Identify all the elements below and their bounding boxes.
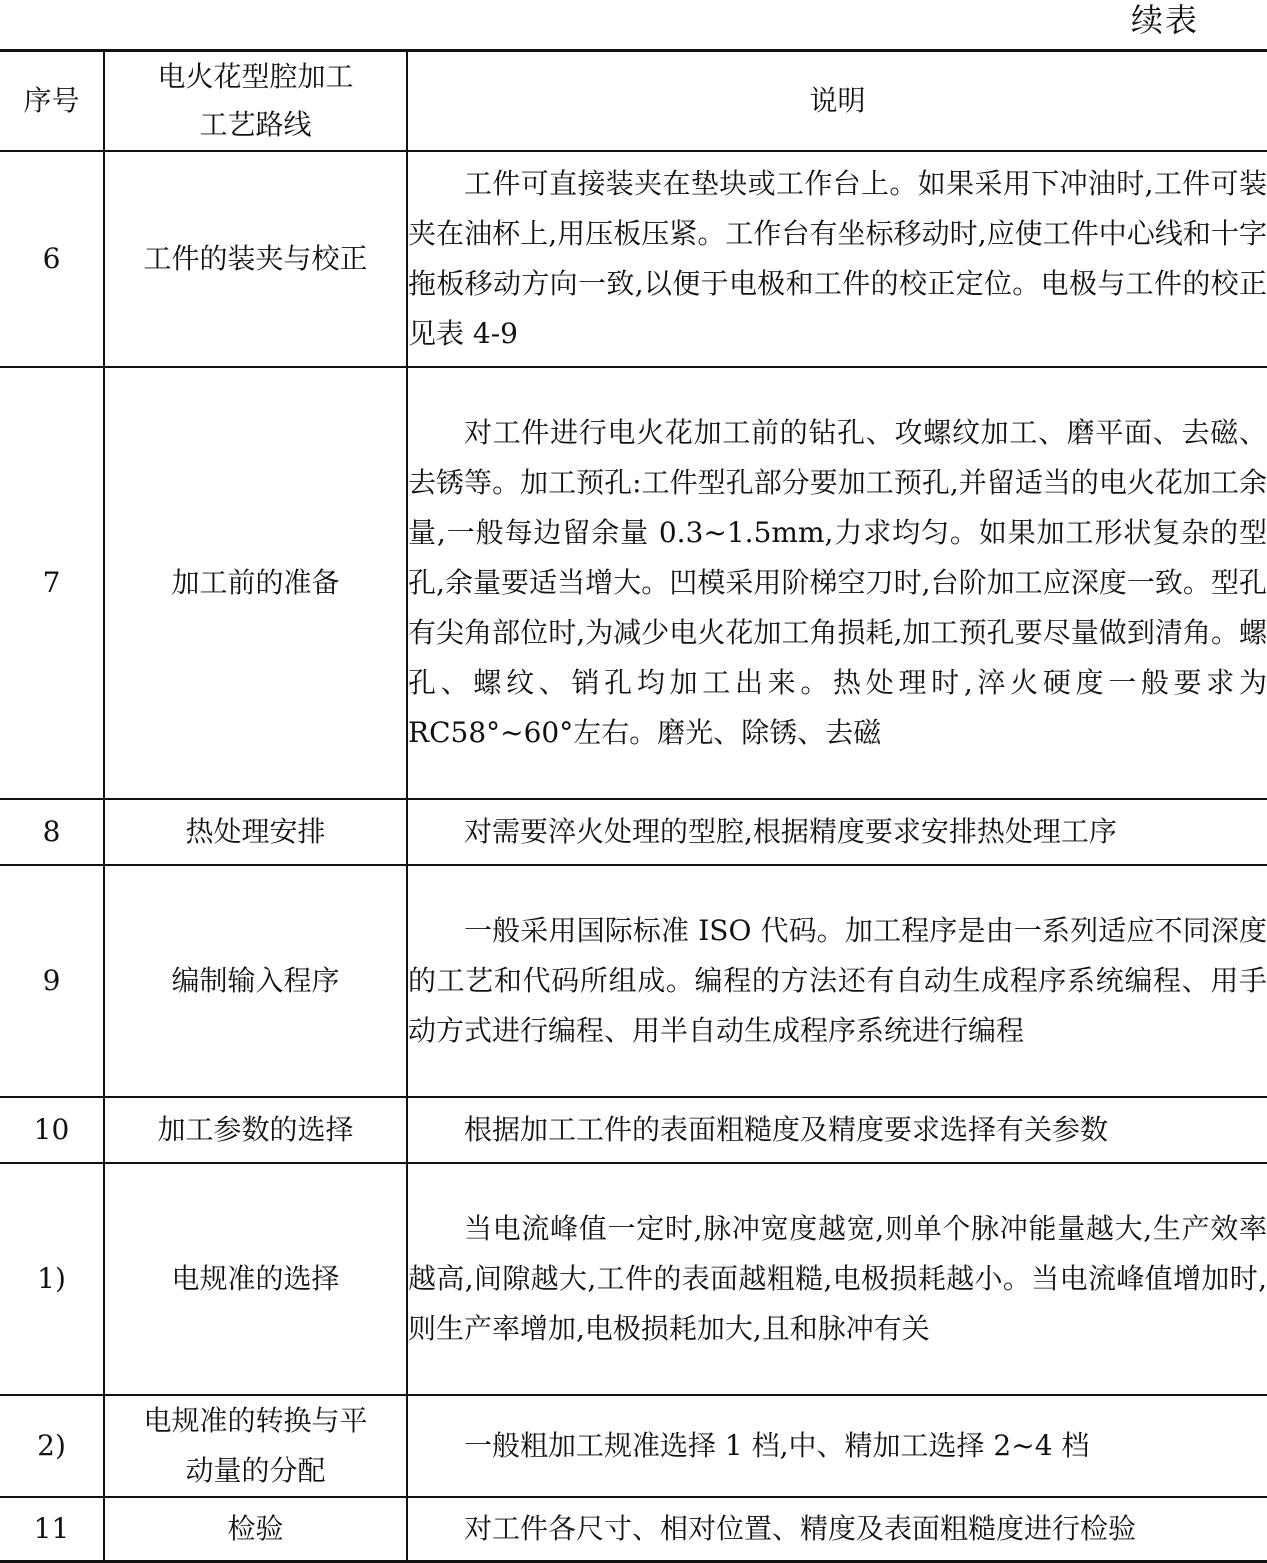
table-row	[0, 1163, 1267, 1395]
table-row	[0, 367, 1267, 799]
row-step: 编制输入程序	[104, 865, 407, 1097]
row-no: 8	[0, 799, 104, 865]
row-desc	[407, 151, 1267, 367]
header-desc: 说明	[407, 51, 1267, 152]
row-desc	[407, 367, 1267, 799]
row-step: 工件的装夹与校正	[104, 151, 407, 367]
process-route-table	[0, 49, 1267, 1563]
header-no: 序号	[0, 51, 104, 152]
row-desc	[407, 865, 1267, 1097]
row-desc-text: 对工件各尺寸、相对位置、精度及表面粗糙度进行检验	[464, 1511, 1137, 1545]
header-step: 电火花型腔加工工艺路线	[104, 51, 407, 152]
row-step: 热处理安排	[104, 799, 407, 865]
row-desc	[407, 799, 1267, 865]
row-step: 电规准的转换与平动量的分配	[104, 1395, 407, 1497]
table-row	[0, 799, 1267, 865]
table-continued-caption: 续表	[1130, 1, 1199, 39]
row-no: 11	[0, 1497, 104, 1561]
table-row	[0, 1497, 1267, 1561]
row-desc-text: 一般采用国际标准 ISO 代码。加工程序是由一系列适应不同深度的工艺和代码所组成。编程的方法还有自动生成程序系统编程、用手动方式进行编程、用半自动生成程序系统进行编程	[408, 914, 1267, 1047]
row-no: 1)	[0, 1163, 104, 1395]
table-header-row	[0, 51, 1267, 152]
table-row	[0, 1395, 1267, 1497]
row-desc-text: 当电流峰值一定时,脉冲宽度越宽,则单个脉冲能量越大,生产效率越高,间隙越大,工件的表面越粗糙,电极损耗越小。当电流峰值增加时,则生产率增加,电极损耗加大,且和脉冲有关	[408, 1212, 1267, 1345]
row-desc	[407, 1163, 1267, 1395]
row-desc	[407, 1395, 1267, 1497]
row-desc-text: 一般粗加工规准选择 1 档,中、精加工选择 2~4 档	[464, 1429, 1090, 1462]
row-desc-text: 工件可直接装夹在垫块或工作台上。如果采用下冲油时,工件可装夹在油杯上,用压板压紧。工作台有坐标移动时,应使工件中心线和十字拖板移动方向一致,以便于电极和工件的校正定位。电极与工件的校正见表 4-9	[408, 167, 1267, 350]
row-step: 电规准的选择	[104, 1163, 407, 1395]
table-row	[0, 151, 1267, 367]
row-step: 检验	[104, 1497, 407, 1561]
table-row	[0, 1097, 1267, 1163]
row-step: 加工参数的选择	[104, 1097, 407, 1163]
row-no: 10	[0, 1097, 104, 1163]
row-desc-text: 对需要淬火处理的型腔,根据精度要求安排热处理工序	[464, 815, 1117, 848]
table-row	[0, 865, 1267, 1097]
row-desc-text: 根据加工工件的表面粗糙度及精度要求选择有关参数	[464, 1113, 1109, 1146]
row-no: 9	[0, 865, 104, 1097]
row-desc	[407, 1097, 1267, 1163]
row-desc-text: 对工件进行电火花加工前的钻孔、攻螺纹加工、磨平面、去磁、去锈等。加工预孔:工件型孔部分要加工预孔,并留适当的电火花加工余量,一般每边留余量 0.3~1.5mm,力求均匀。如果加工形状复杂的型孔,余量要适当增大。凹模采用阶梯空刀时,台阶加工应深度一致。型孔有尖角部位时,为减少电火花加工角损耗,加工预孔要尽量做到清角。螺孔、螺纹、销孔均加工出来。热处理时,淬火硬度一般要求为 RC58°~60°左右。磨光、除锈、去磁	[408, 416, 1267, 749]
row-no: 7	[0, 367, 104, 799]
row-no: 2)	[0, 1395, 104, 1497]
row-step: 加工前的准备	[104, 367, 407, 799]
row-desc	[407, 1497, 1267, 1561]
row-no: 6	[0, 151, 104, 367]
